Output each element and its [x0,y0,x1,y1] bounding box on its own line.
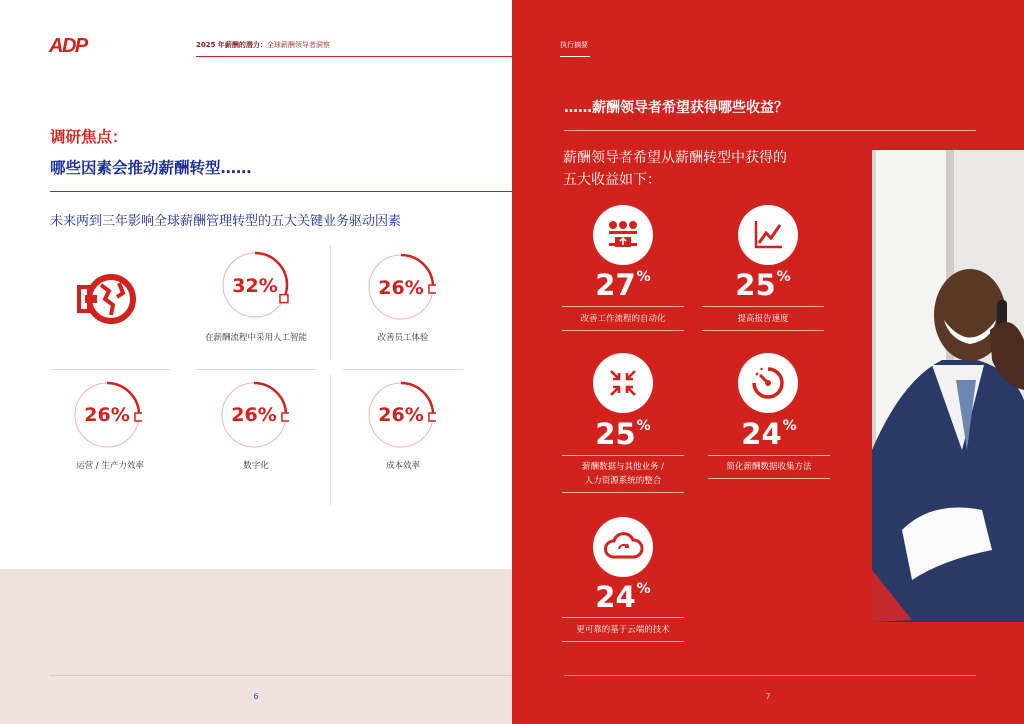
integration-arrows-icon [593,353,653,413]
question-rule [564,130,976,131]
footer-rule [50,675,512,676]
grid-divider [330,245,331,360]
benefits-question: ……薪酬领导者希望获得哪些收益？ [564,100,788,116]
gear-globe-icon [75,265,143,333]
benefit-rule [562,617,684,618]
driver-label-ai: 在薪酬流程中采用人工智能 [204,333,307,343]
driver-value-ai: 32% [232,275,278,297]
benefit-rule [702,306,824,307]
page-number: 7 [765,692,771,701]
benefit-label-integration: 薪酬数据与其他业务 / 人力资源系统的整合 [581,462,665,486]
driver-value-employee-experience: 26% [378,277,424,299]
title-rule [50,191,512,192]
grid-divider [330,375,331,505]
benefit-label-reporting: 提高报告速度 [737,314,789,324]
page-number: 6 [253,692,259,701]
header-rule [560,56,590,57]
driver-label-digitization: 数字化 [243,461,269,471]
workflow-icon [593,205,653,265]
benefit-label-data-collection: 简化薪酬数据收集方法 [726,462,812,472]
businessman-photo [872,150,1024,622]
benefit-value-data-collection: 24% [741,417,797,451]
benefit-rule [562,492,684,493]
focus-label: 调研焦点： [50,128,128,146]
driver-value-cost-efficiency: 26% [378,404,424,426]
line-chart-icon [738,205,798,265]
benefit-value-cloud: 24% [595,580,651,614]
focus-title: 哪些因素会推动薪酬转型…… [50,159,252,177]
driver-label-employee-experience: 改善员工体验 [377,333,429,343]
benefits-intro-line2: 五大收益如下： [563,172,661,188]
svg-text:ADP: ADP [49,35,87,56]
benefit-rule [562,641,684,642]
grid-divider [50,369,170,370]
benefit-rule [562,306,684,307]
benefit-value-integration: 25% [595,417,651,451]
grid-divider [196,369,316,370]
benefit-rule [708,455,830,456]
header-title: 2025 年薪酬的潜力：全球薪酬领导者洞察 [196,41,330,49]
speed-gauge-icon [738,353,798,413]
benefit-rule [702,330,824,331]
driver-value-operational-efficiency: 26% [84,404,130,426]
benefit-icon-bg [738,205,798,265]
benefit-rule [708,478,830,479]
driver-value-digitization: 26% [231,404,277,426]
benefit-icon-bg [593,517,653,577]
benefit-label-cloud: 更可靠的基于云端的技术 [576,625,670,635]
header-rule [196,56,512,57]
benefit-value-automation: 27% [595,268,651,302]
benefit-icon-bg [593,205,653,265]
grid-divider [343,369,463,370]
benefits-intro [563,147,787,191]
footer-rule [564,675,976,676]
benefit-value-reporting: 25% [735,268,791,302]
adp-logo [48,34,98,56]
section-header: 执行摘要 [560,41,588,49]
cloud-sync-icon [593,517,653,577]
benefit-rule [562,455,684,456]
benefit-icon-bg [593,353,653,413]
driver-label-cost-efficiency: 成本效率 [385,461,420,471]
driver-label-operational-efficiency: 运营 / 生产力效率 [76,461,144,471]
benefit-icon-bg [738,353,798,413]
drivers-intro: 未来两到三年影响全球薪酬管理转型的五大关键业务驱动因素 [50,214,402,229]
benefit-rule [562,330,684,331]
benefits-intro-line1: 薪酬领导者希望从薪酬转型中获得的 [563,150,787,166]
benefit-label-automation: 改善工作流程的自动化 [580,314,666,324]
